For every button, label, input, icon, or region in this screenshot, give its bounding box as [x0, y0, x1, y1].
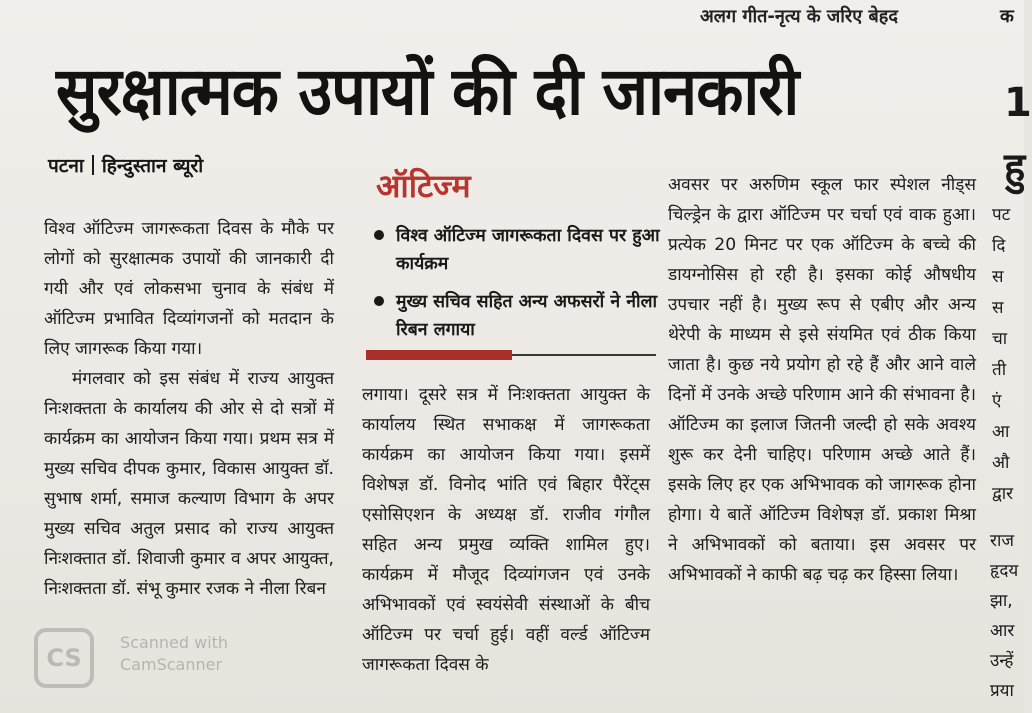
paragraph-4: अवसर पर अरुणिम स्कूल फार स्पेशल नीड्स चिल्ड्रेन के द्वारा ऑटिज्म पर चर्चा एवं वाक हुआ। प्रत्येक 20 मिनट पर एक ऑटिज्म के बच्चे की डायग्नोसिस हो रही है। इसका कोई औषधीय उपचार नहीं है। मुख्य रूप से एबीए और अन्य थेरेपी के माध्यम से इसे संयमित एवं ठीक किया जाता है। कुछ नये प्रयोग हो रहे हैं और आने वाले दिनों में उनके अच्छे परिणाम आने की संभावना है। ऑटिज्म का इलाज जितनी जल्दी हो सके अवश्य शुरू कर देनी चाहिए। परिणाम अच्छे आते हैं। इसके लिए हर एक अभिभावक को जागरूक होना होगा। ये बातें ऑटिज्म विशेषज्ञ डॉ. प्रकाश मिश्रा ने अभिभावकों को बताया। इस अवसर पर अभिभावकों ने काफी बढ़ चढ़ कर हिस्सा लिया।: [668, 175, 976, 585]
adjacent-headline-edge-1: 1: [1004, 80, 1032, 126]
adjacent-headline-fragment: अलग गीत-नृत्य के जरिए बेहद: [700, 6, 898, 27]
article-column-3: [668, 170, 976, 590]
scanner-watermark: [20, 622, 300, 692]
dateline-city: पटना: [48, 155, 84, 177]
adjacent-headline-edge-2: हु: [1004, 145, 1026, 191]
article-headline: सुरक्षात्मक उपायों की दी जानकारी: [56, 53, 799, 130]
paragraph-1: विश्व ऑटिज्म जागरूकता दिवस के मौके पर लोगों को सुरक्षात्मक उपायों की जानकारी दी गयी और एवं लोकसभा चुनाव के संबंध में ऑटिज्म प्रभावित दिव्यांगजनों को मतदान के लिए जागरूक किया गया।: [44, 219, 334, 359]
paragraph-2: मंगलवार को इस संबंध में राज्य आयुक्त निःशक्तता के कार्यालय की ओर से दो सत्रों में कार्यक्रम का आयोजन किया गया। प्रथम सत्र में मुख्य सचिव दीपक कुमार, विकास आयुक्त डॉ. सुभाष शर्मा, समाज कल्याण विभाग के अपर मुख्य सचिव अतुल प्रसाद को राज्य आयुक्त निःशक्तात डॉ. शिवाजी कुमार व अपर आयुक्त, निःशक्तता डॉ. संभू कुमार रजक ने नीला रिबन: [44, 369, 334, 599]
dateline-separator: [92, 155, 94, 175]
camscanner-logo-icon: CS: [34, 628, 94, 688]
highlights-list: [370, 222, 660, 354]
section-divider: [366, 350, 656, 360]
divider-line: [512, 354, 656, 356]
bullet-icon: [374, 296, 384, 306]
sidebar-kicker: ऑटिज्म: [376, 167, 471, 205]
highlight-item: मुख्य सचिव सहित अन्य अफसरों ने नीला रिबन लगाया: [370, 288, 660, 344]
top-strip: [0, 0, 1024, 36]
dateline: [48, 152, 203, 178]
adjacent-article-column-upper: पट दि स स चा ती एं आ औ द्वार: [992, 205, 1014, 504]
paragraph-3: लगाया। दूसरे सत्र में निःशक्तता आयुक्त के कार्यालय स्थित सभाकक्ष में जागरूकता कार्यक्रम का आयोजन किया गया। इसमें विशेषज्ञ डॉ. विनोद भांति एवं बिहार पैरेंट्स एसोसिएशन के अध्यक्ष डॉ. राजीव गंगौल सहित अन्य प्रमुख व्यक्ति शामिल हुए। कार्यक्रम में मौजूद दिव्यांगजन एवं उनके अभिभावकों एवं स्वयंसेवी संस्थाओं के बीच ऑटिज्म पर चर्चा हुई। वहीं वर्ल्ड ऑटिज्म जागरूकता दिवस के: [362, 385, 650, 675]
dateline-bureau: हिन्दुस्तान ब्यूरो: [101, 155, 204, 177]
article-column-2: [362, 380, 650, 680]
bullet-icon: [374, 230, 384, 240]
article-column-1: [44, 214, 334, 604]
adjacent-article-column-lower: राज हृदय झा, आर उन्हें प्रया: [990, 531, 1019, 701]
edge-fragment: क: [1000, 6, 1014, 27]
highlight-item: विश्व ऑटिज्म जागरूकता दिवस पर हुआ कार्यक्रम: [370, 222, 660, 278]
watermark-text: Scanned with CamScanner: [120, 633, 229, 674]
divider-accent: [366, 350, 512, 360]
